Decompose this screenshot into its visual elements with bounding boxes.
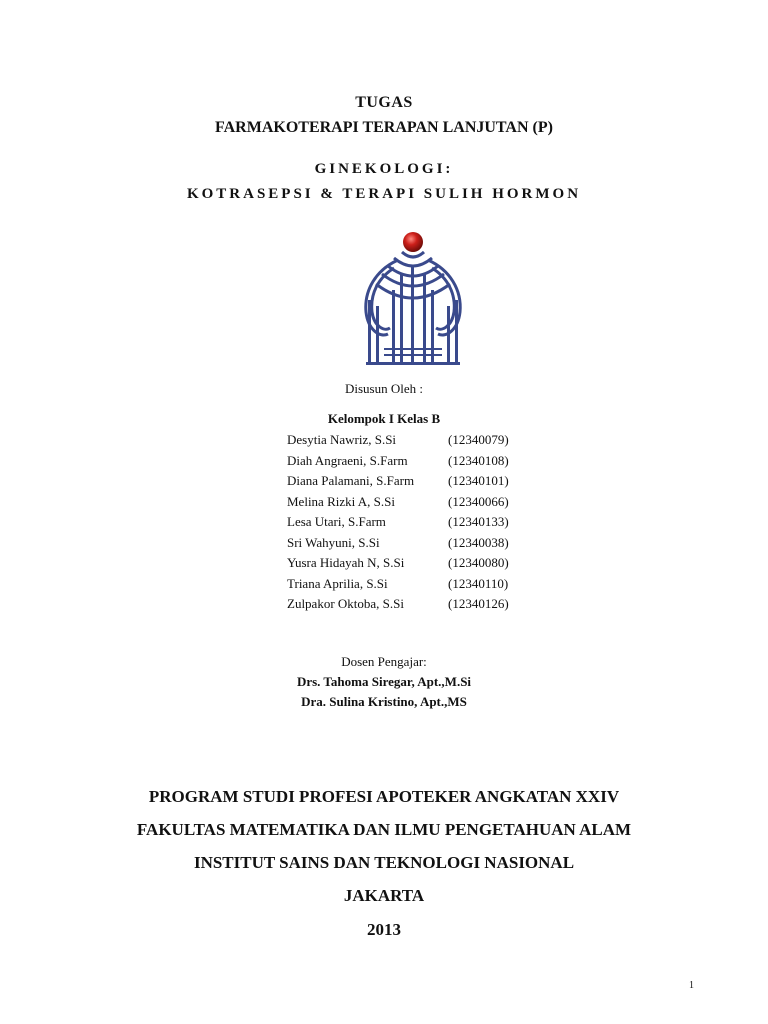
member-name: Diana Palamani, S.Farm: [287, 473, 415, 488]
member-nim: (12340126): [448, 596, 509, 611]
member-name: Desytia Nawriz, S.Si: [287, 432, 397, 447]
list-item: [287, 574, 547, 595]
list-item: [287, 533, 547, 554]
member-name: Sri Wahyuni, S.Si: [287, 534, 380, 550]
member-name: Melina Rizki A, S.Si: [287, 493, 395, 509]
member-nim: (12340110): [448, 575, 509, 591]
member-nim: (12340133): [448, 514, 509, 529]
member-nim: (12340066): [448, 493, 509, 509]
lecturer-label: Dosen Pengajar:: [341, 654, 427, 669]
list-item: [287, 492, 547, 513]
city-name: JAKARTA: [343, 886, 425, 905]
list-item: [287, 471, 547, 492]
member-nim: (12340038): [448, 534, 509, 550]
subtitle-line-2: KOTRASEPSI & TERAPI SULIH HORMON: [186, 186, 582, 202]
member-nim: (12340079): [448, 432, 509, 447]
author-label: Disusun Oleh :: [345, 381, 423, 396]
lecturer-name: Drs. Tahoma Siregar, Apt.,M.Si: [296, 674, 472, 689]
title-line-2: FARMAKOTERAPI TERAPAN LANJUTAN (P): [215, 119, 553, 136]
page-number: 1: [689, 980, 694, 991]
member-name: Diah Angraeni, S.Farm: [287, 452, 408, 468]
institute-name: INSTITUT SAINS DAN TEKNOLOGI NASIONAL: [193, 853, 575, 872]
subtitle-line-1: GINEKOLOGI:: [314, 161, 454, 177]
member-name: Yusra Hidayah N, S.Si: [287, 555, 405, 570]
program-name: PROGRAM STUDI PROFESI APOTEKER ANGKATAN XXIV: [148, 787, 620, 806]
list-item: [287, 553, 547, 574]
member-nim: (12340108): [448, 452, 509, 468]
member-name: Lesa Utari, S.Farm: [287, 514, 386, 529]
member-nim: (12340080): [448, 555, 509, 570]
list-item: [287, 512, 547, 533]
year: 2013: [367, 920, 401, 939]
title-line-1: TUGAS: [355, 94, 413, 111]
list-item: [287, 430, 547, 451]
group-name: Kelompok I Kelas B: [327, 411, 441, 426]
member-name: Triana Aprilia, S.Si: [287, 575, 388, 591]
member-list: [287, 430, 547, 615]
list-item: [287, 594, 547, 615]
lecturer-name: Dra. Sulina Kristino, Apt.,MS: [301, 694, 467, 709]
list-item: [287, 451, 547, 472]
member-nim: (12340101): [448, 473, 509, 488]
faculty-name: FAKULTAS MATEMATIKA DAN ILMU PENGETAHUAN ALAM: [136, 820, 632, 839]
member-name: Zulpakor Oktoba, S.Si: [287, 596, 404, 611]
university-logo-icon: [358, 230, 468, 370]
